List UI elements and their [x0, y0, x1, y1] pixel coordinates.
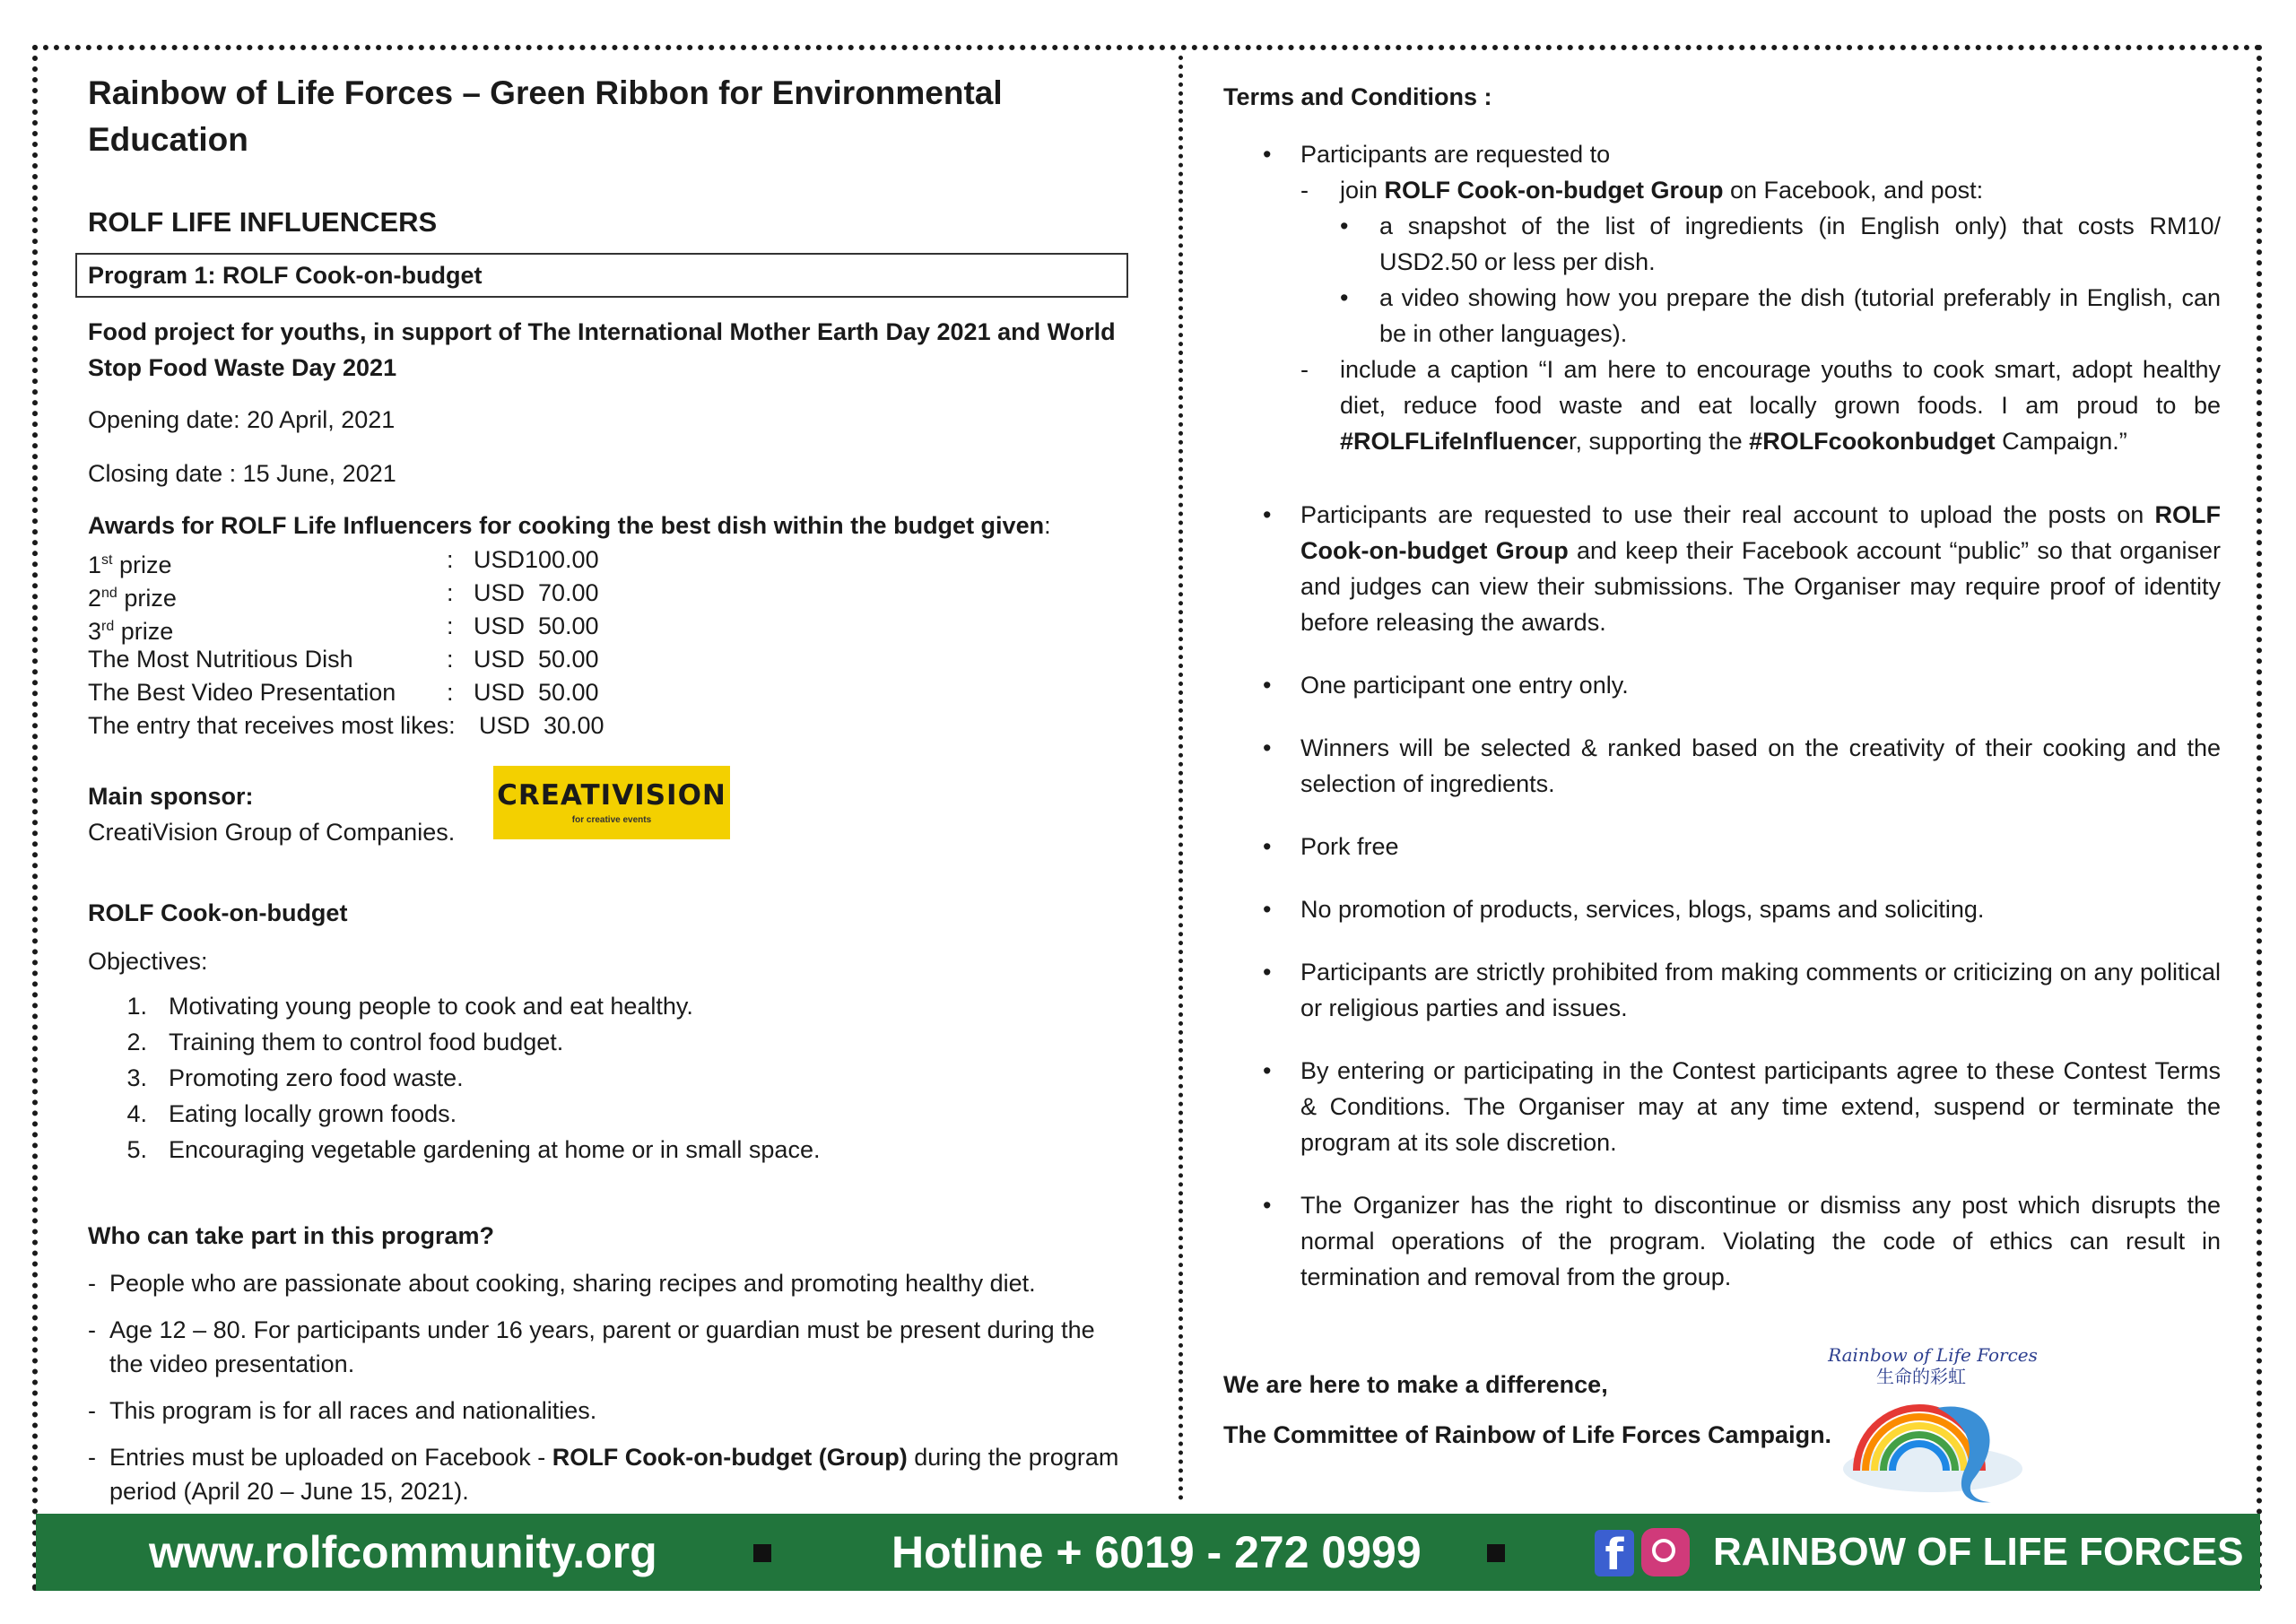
sponsor-logo-text: CREATIVISION	[497, 779, 726, 812]
website-link[interactable]: www.rolfcommunity.org	[149, 1527, 657, 1577]
prize-row	[88, 610, 1128, 643]
left-column	[88, 70, 1128, 1508]
bullet-icon: •	[1263, 734, 1272, 761]
column-divider	[1178, 56, 1183, 1501]
separator-square-icon	[1487, 1544, 1505, 1562]
who-last-bold: ROLF Cook-on-budget (Group)	[552, 1444, 908, 1471]
terms-bullet	[1223, 1053, 2221, 1160]
brand-name: RAINBOW OF LIFE FORCES	[1713, 1530, 2244, 1574]
bullet-icon: •	[1263, 141, 1272, 168]
prize-colon: :	[447, 679, 454, 706]
list-item: - Age 12 – 80. For participants under 16 years, parent or guardian must be present during the the video presentation.	[88, 1313, 1128, 1381]
prize-suffix: rd	[101, 619, 115, 634]
objective-text: Promoting zero food waste.	[169, 1064, 464, 1091]
rolf-logo-text-cn: 生命的彩虹	[1876, 1366, 1966, 1387]
objective-text: Training them to control food budget.	[169, 1029, 564, 1055]
prize-name	[88, 543, 447, 577]
prize-amount: USD 50.00	[474, 679, 599, 706]
list-item	[88, 1096, 1128, 1132]
bullet-icon: •	[1263, 1192, 1272, 1219]
prize-name	[88, 709, 474, 743]
prize-name	[88, 676, 447, 709]
terms-bullet-text: Participants are strictly prohibited from making comments or criticizing on any political or religious parties and issues.	[1300, 959, 2221, 1021]
prize-label: The Most Nutritious Dish	[88, 646, 353, 673]
awards-colon: :	[1044, 512, 1051, 539]
right-column	[1223, 79, 2221, 1295]
separator-square-icon	[753, 1544, 771, 1562]
prize-colon: :	[447, 546, 454, 573]
terms-bullet	[1223, 954, 2221, 1026]
prize-amount: USD 70.00	[474, 579, 599, 606]
intro-text: Food project for youths, in support of The International Mother Earth Day 2021 and World Stop Food Waste Day 2021	[88, 318, 1116, 381]
facebook-icon[interactable]: f	[1595, 1530, 1634, 1576]
section-heading: ROLF LIFE INFLUENCERS	[88, 206, 438, 238]
prize-number: 1	[88, 551, 102, 578]
sponsor-logo-tagline: for creative events	[571, 815, 652, 825]
hotline-text: Hotline + 6019 - 272 0999	[891, 1527, 1422, 1577]
b2-post: and keep their Facebook account “public” so that organiser and judges can view their submissions. The Organiser may require proof of identity before releasing the awards.	[1300, 537, 2221, 636]
objectives-list	[88, 988, 1128, 1168]
program-box: Program 1: ROLF Cook-on-budget	[75, 253, 1128, 298]
b1-join-bold: ROLF Cook-on-budget Group	[1384, 177, 1724, 204]
prize-name	[88, 577, 447, 610]
who-item-text: This program is for all races and nationalities.	[109, 1397, 597, 1424]
list-item	[88, 1132, 1128, 1168]
list-item	[88, 1060, 1128, 1096]
prize-row	[88, 709, 1128, 743]
bullet-icon: •	[1263, 833, 1272, 860]
prize-label: prize	[112, 551, 172, 578]
b1-snapshot: • a snapshot of the list of ingredients (in English only) that costs RM10/ USD2.50 or less per dish.	[1300, 208, 2221, 280]
prize-row	[88, 643, 1128, 676]
closing-block	[1223, 1359, 1831, 1460]
prize-amount: USD 50.00	[474, 612, 599, 639]
b1-join-post: on Facebook, and post:	[1723, 177, 1984, 204]
prize-colon: :	[447, 612, 454, 639]
opening-date: Opening date: 20 April, 2021	[88, 406, 396, 433]
b1-caption-mid: r, supporting the	[1569, 428, 1750, 455]
b1-caption-tag1: #ROLFLifeInfluence	[1340, 428, 1570, 455]
b1-caption: - include a caption “I am here to encourage youths to cook smart, adopt healthy diet, reduce food waste and eat locally grown foods. I am proud to be #ROLFLifeInfluencer, supporting the #ROLFcookonbudget Campaign.”	[1300, 356, 2221, 455]
terms-bullets	[1223, 667, 2221, 1295]
b1-snapshot-text: a snapshot of the list of ingredients (in English only) that costs RM10/ USD2.50 or less per dish.	[1379, 213, 2221, 275]
who-list-last	[88, 1440, 1128, 1508]
b1-caption-pre: include a caption “I am here to encourage youths to cook smart, adopt healthy diet, reduce food waste and eat locally grown foods. I am proud to be	[1340, 356, 2221, 419]
list-item	[88, 988, 1128, 1024]
terms-bullet	[1223, 730, 2221, 802]
sponsor-name: CreatiVision Group of Companies.	[88, 819, 456, 846]
sponsor-block	[88, 778, 1128, 859]
prize-amount: USD 30.00	[479, 712, 604, 739]
objective-number: 1.	[126, 993, 147, 1020]
b1-caption-tag2: #ROLFcookonbudget	[1749, 428, 1996, 455]
terms-bullet-text: Pork free	[1300, 833, 1399, 860]
objective-number: 4.	[126, 1100, 147, 1127]
who-title: Who can take part in this program?	[88, 1222, 495, 1249]
who-last-post: during the program period (April 20 – June 15, 2021).	[109, 1444, 1119, 1505]
awards-heading	[88, 508, 1128, 543]
instagram-ring	[1652, 1539, 1675, 1562]
prize-colon: :	[447, 646, 454, 673]
bullet-icon: •	[1263, 959, 1272, 986]
objective-number: 5.	[126, 1136, 147, 1163]
prize-amount: USD100.00	[474, 546, 599, 573]
terms-bullet	[1223, 829, 2221, 864]
prize-label: prize	[117, 585, 177, 612]
objective-text: Eating locally grown foods.	[169, 1100, 457, 1127]
footer-bar	[36, 1514, 2260, 1591]
closing-line-1: We are here to make a difference,	[1223, 1371, 1608, 1398]
terms-bullet-2	[1223, 497, 2221, 640]
b1-join-pre: join	[1340, 177, 1385, 204]
objectives-label: Objectives:	[88, 948, 208, 975]
terms-bullet	[1223, 667, 2221, 703]
bullet-icon: •	[1263, 1057, 1272, 1084]
list-item	[88, 1024, 1128, 1060]
objective-text: Motivating young people to cook and eat healthy.	[169, 993, 693, 1020]
terms-bullet-text: By entering or participating in the Contest participants agree to these Contest Terms & Conditions. The Organiser may at any time extend, suspend or terminate the program at its sole discretion.	[1300, 1057, 2221, 1156]
cook-on-budget-title: ROLF Cook-on-budget	[88, 899, 348, 926]
awards-heading-text: Awards for ROLF Life Influencers for cooking the best dish within the budget given	[88, 512, 1045, 539]
who-last-pre: Entries must be uploaded on Facebook -	[109, 1444, 552, 1471]
b2-bold: ROLF Cook-on-budget Group	[1300, 501, 2221, 564]
objective-number: 3.	[126, 1064, 147, 1091]
rolf-logo-text-en: Rainbow of Life Forces	[1828, 1345, 2038, 1366]
b1-caption-post: Campaign.”	[1995, 428, 2127, 455]
prize-row	[88, 676, 1128, 709]
b1-video-text: a video showing how you prepare the dish (tutorial preferably in English, can be in other languages).	[1379, 284, 2221, 347]
closing-date: Closing date : 15 June, 2021	[88, 460, 396, 487]
document-title: Rainbow of Life Forces – Green Ribbon for Environmental Education	[88, 74, 1003, 158]
who-item-text: Age 12 – 80. For participants under 16 years, parent or guardian must be present during the the video presentation.	[109, 1316, 1095, 1377]
prize-label: The entry that receives most likes:	[88, 712, 456, 739]
prize-suffix: st	[101, 552, 113, 568]
sponsor-logo	[493, 766, 730, 839]
terms-bullet-text: The Organizer has the right to discontinue or dismiss any post which disrupts the normal operations of the program. Violating the code of ethics can result in termination and removal from the group.	[1300, 1192, 2221, 1290]
b1-intro: Participants are requested to	[1300, 141, 1611, 168]
closing-line-2: The Committee of Rainbow of Life Forces Campaign.	[1223, 1421, 1832, 1448]
prize-amount: USD 50.00	[474, 646, 599, 673]
terms-bullet-text: No promotion of products, services, blogs, spams and soliciting.	[1300, 896, 1985, 923]
list-item: - People who are passionate about cooking, sharing recipes and promoting healthy diet.	[88, 1266, 1128, 1300]
list-item: - Entries must be uploaded on Facebook - ROLF Cook-on-budget (Group) during the program period (April 20 – June 15, 2021).	[88, 1444, 1119, 1505]
terms-bullet	[1223, 1187, 2221, 1295]
terms-bullet-text: One participant one entry only.	[1300, 672, 1629, 699]
prize-suffix: nd	[101, 586, 117, 601]
terms-bullet-text: Winners will be selected & ranked based on the creativity of their cooking and the selection of ingredients.	[1300, 734, 2221, 797]
terms-bullet	[1223, 891, 2221, 927]
rolf-logo	[1821, 1345, 2045, 1507]
prize-name	[88, 610, 447, 643]
prize-label: prize	[114, 618, 174, 645]
terms-title: Terms and Conditions :	[1223, 83, 1492, 110]
b2-pre: Participants are requested to use their real account to upload the posts on	[1300, 501, 2155, 528]
prize-row	[88, 577, 1128, 610]
bullet-icon: •	[1263, 501, 1272, 528]
bullet-icon: •	[1263, 896, 1272, 923]
list-item: - This program is for all races and nationalities.	[88, 1394, 1128, 1428]
who-list	[88, 1266, 1128, 1428]
b1-video: • a video showing how you prepare the dish (tutorial preferably in English, can be in other languages).	[1300, 280, 2221, 352]
objective-number: 2.	[126, 1029, 147, 1055]
terms-bullet-1	[1223, 136, 2221, 459]
instagram-icon[interactable]	[1641, 1528, 1690, 1576]
prize-table	[88, 543, 1128, 743]
prize-name	[88, 643, 447, 676]
prize-row	[88, 543, 1128, 577]
prize-number: 3	[88, 618, 102, 645]
prize-number: 2	[88, 585, 102, 612]
objective-text: Encouraging vegetable gardening at home or in small space.	[169, 1136, 821, 1163]
prize-label: The Best Video Presentation	[88, 679, 396, 706]
who-item-text: People who are passionate about cooking, sharing recipes and promoting healthy diet.	[109, 1270, 1036, 1297]
b1-join: - join ROLF Cook-on-budget Group on Facebook, and post:	[1300, 177, 1984, 204]
sponsor-label: Main sponsor:	[88, 783, 254, 810]
prize-colon: :	[447, 579, 454, 606]
bullet-icon: •	[1263, 672, 1272, 699]
